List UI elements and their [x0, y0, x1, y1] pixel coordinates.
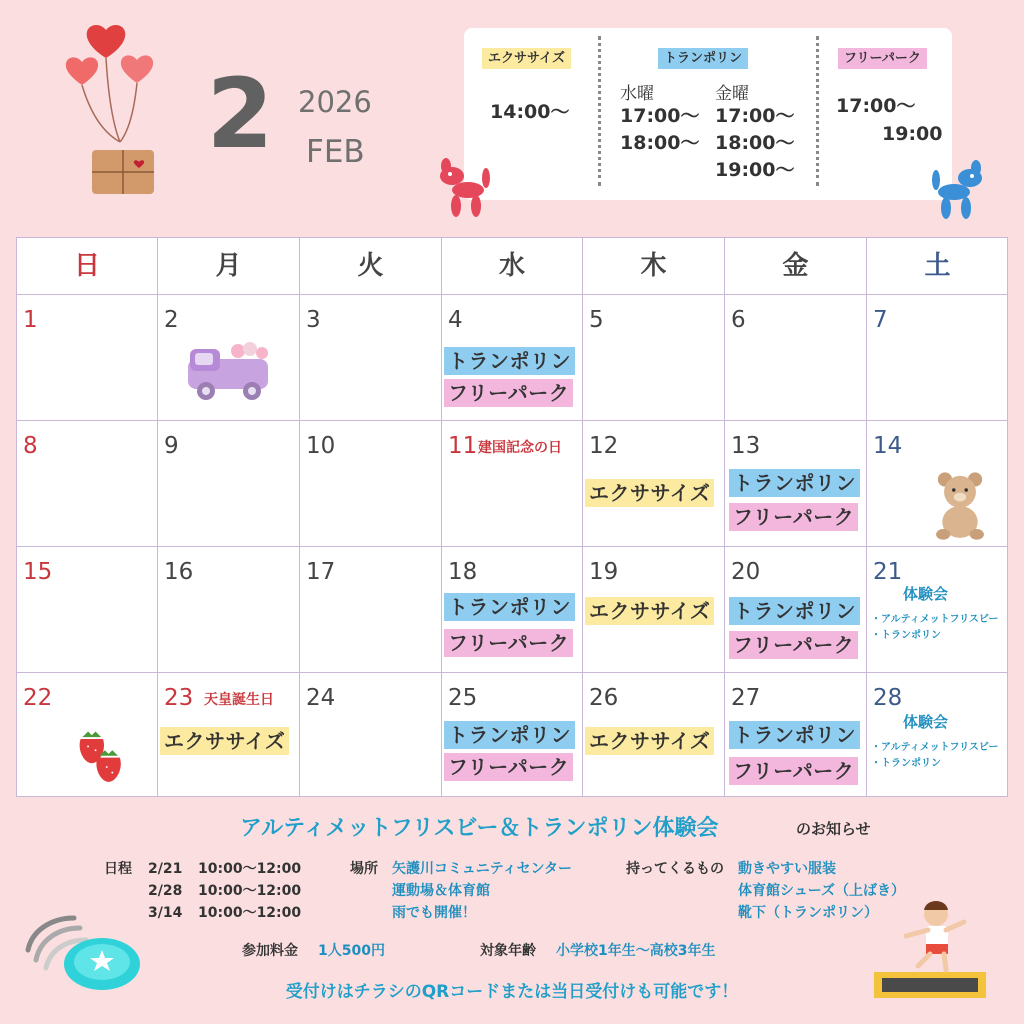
month-number: 2 [206, 58, 274, 170]
calendar-grid [16, 237, 1008, 797]
day-number: 14 [873, 433, 903, 459]
day-cell[interactable] [442, 421, 583, 547]
day-cell[interactable] [442, 547, 583, 673]
day-cell[interactable] [867, 673, 1008, 797]
weekday-monday: 月 [158, 238, 300, 295]
legend-fri-time: 19:00〜 [715, 159, 795, 181]
day-cell[interactable] [300, 295, 442, 421]
day-number: 8 [23, 433, 38, 459]
trial-item: ・アルティメットフリスビー [871, 742, 999, 753]
event-trampoline: トランポリン [729, 721, 860, 749]
event-trampoline: トランポリン [444, 593, 575, 621]
day-cell[interactable] [442, 673, 583, 797]
legend-exercise-time: 14:00〜 [490, 101, 570, 123]
day-number: 25 [448, 685, 478, 711]
event-time: 10:00〜12:00 [198, 905, 302, 921]
day-number: 17 [306, 559, 336, 585]
event-date: 2/28 [148, 883, 183, 899]
day-cell[interactable] [867, 295, 1008, 421]
day-cell[interactable] [158, 673, 300, 797]
truck-icon [180, 337, 280, 407]
event-trampoline: トランポリン [729, 597, 860, 625]
event-freepark: フリーパーク [729, 757, 858, 785]
day-cell[interactable] [725, 547, 867, 673]
year: 2026 [298, 85, 372, 119]
event-exercise: エクササイズ [585, 479, 714, 507]
day-number: 12 [589, 433, 619, 459]
bring-value: 体育館シューズ（上ばき） [738, 883, 906, 899]
weekday-wednesday: 水 [442, 238, 583, 295]
place-value: 運動場＆体育館 [392, 883, 490, 899]
event-date: 2/21 [148, 861, 183, 877]
trial-item: ・トランポリン [871, 630, 941, 641]
trampoline-kid-icon [866, 896, 992, 1006]
event-exercise: エクササイズ [585, 597, 714, 625]
legend-wed-time: 17:00〜 [620, 105, 700, 127]
holiday-label: 建国記念の日 [478, 440, 562, 456]
event-exercise: エクササイズ [585, 727, 714, 755]
notice-title: アルティメットフリスビー＆トランポリン体験会 [240, 816, 719, 841]
day-cell[interactable] [583, 673, 725, 797]
balloon-dog-icon [430, 156, 494, 222]
age-label: 対象年齢 [480, 943, 536, 959]
schedule-legend [464, 28, 952, 200]
day-number: 21 [873, 559, 903, 585]
event-freepark: フリーパーク [444, 629, 573, 657]
day-number: 15 [23, 559, 53, 585]
legend-fri-time: 17:00〜 [715, 105, 795, 127]
event-freepark: フリーパーク [444, 379, 573, 407]
day-cell[interactable] [158, 295, 300, 421]
day-cell[interactable] [867, 421, 1008, 547]
strawberry-icon [75, 721, 131, 785]
heart-balloon-parcel-icon [62, 22, 172, 204]
bring-value: 靴下（トランポリン） [738, 905, 878, 921]
holiday-label: 天皇誕生日 [204, 692, 274, 708]
event-exercise: エクササイズ [160, 727, 289, 755]
weekday-tuesday: 火 [300, 238, 442, 295]
weekday-sunday: 日 [17, 238, 158, 295]
day-cell[interactable] [158, 421, 300, 547]
day-number: 2 [164, 307, 179, 333]
day-number: 9 [164, 433, 179, 459]
trial-item: ・アルティメットフリスビー [871, 614, 999, 625]
legend-freepark-time: 17:00〜 [836, 95, 916, 117]
fee-value: 1人500円 [318, 943, 385, 959]
day-cell[interactable] [725, 421, 867, 547]
day-number: 7 [873, 307, 888, 333]
event-trampoline: トランポリン [444, 721, 575, 749]
trial-title: 体験会 [903, 585, 949, 603]
event-trampoline: トランポリン [444, 347, 575, 375]
weekday-friday: 金 [725, 238, 867, 295]
fee-label: 参加料金 [242, 943, 298, 959]
day-cell[interactable] [867, 547, 1008, 673]
legend-fri-time: 18:00〜 [715, 132, 795, 154]
day-number: 19 [589, 559, 619, 585]
trial-item: ・トランポリン [871, 758, 941, 769]
day-number: 27 [731, 685, 761, 711]
day-number: 5 [589, 307, 604, 333]
day-cell[interactable] [17, 421, 158, 547]
event-date: 3/14 [148, 905, 183, 921]
teddy-bear-icon [929, 469, 991, 543]
legend-trampoline-tag: トランポリン [658, 48, 748, 69]
day-number: 23 [164, 685, 194, 711]
day-number: 20 [731, 559, 761, 585]
weekday-thursday: 木 [583, 238, 725, 295]
place-value: 矢護川コミュニティセンター [392, 861, 573, 877]
day-number: 16 [164, 559, 194, 585]
bring-label: 持ってくるもの [626, 861, 724, 877]
day-cell[interactable] [442, 295, 583, 421]
legend-freepark-time: 19:00 [882, 123, 943, 145]
schedule-label: 日程 [104, 861, 132, 877]
event-time: 10:00〜12:00 [198, 861, 302, 877]
age-value: 小学校1年生〜高校3年生 [556, 943, 716, 959]
legend-exercise-tag: エクササイズ [482, 48, 571, 69]
day-number: 26 [589, 685, 619, 711]
day-number: 6 [731, 307, 746, 333]
footer-note: 受付けはチラシのQRコードまたは当日受付けも可能です！ [285, 982, 739, 1002]
day-cell[interactable] [17, 547, 158, 673]
day-number: 28 [873, 685, 903, 711]
day-cell[interactable] [725, 295, 867, 421]
legend-freepark-tag: フリーパーク [838, 48, 927, 69]
weekday-saturday: 土 [867, 238, 1008, 295]
day-cell[interactable] [300, 421, 442, 547]
day-number: 18 [448, 559, 478, 585]
event-freepark: フリーパーク [729, 503, 858, 531]
day-cell[interactable] [583, 547, 725, 673]
day-number: 10 [306, 433, 336, 459]
notice-title-suffix: のお知らせ [796, 820, 871, 838]
event-time: 10:00〜12:00 [198, 883, 302, 899]
bring-value: 動きやすい服装 [738, 861, 836, 877]
day-cell[interactable] [17, 673, 158, 797]
place-label: 場所 [350, 861, 378, 877]
day-number: 22 [23, 685, 53, 711]
trial-title: 体験会 [903, 713, 949, 731]
legend-wed-label: 水曜 [620, 84, 654, 104]
day-cell[interactable] [583, 295, 725, 421]
frisbee-icon [22, 906, 146, 998]
divider [816, 36, 819, 186]
day-cell[interactable] [725, 673, 867, 797]
event-freepark: フリーパーク [444, 753, 573, 781]
day-cell[interactable] [300, 547, 442, 673]
event-trampoline: トランポリン [729, 469, 860, 497]
legend-fri-label: 金曜 [715, 84, 749, 104]
place-value: 雨でも開催！ [392, 905, 476, 921]
divider [598, 36, 601, 186]
day-number: 13 [731, 433, 761, 459]
legend-wed-time: 18:00〜 [620, 132, 700, 154]
day-cell[interactable] [300, 673, 442, 797]
event-freepark: フリーパーク [729, 631, 858, 659]
day-number: 4 [448, 307, 463, 333]
day-cell[interactable] [17, 295, 158, 421]
day-number: 11 [448, 433, 478, 459]
day-number: 1 [23, 307, 38, 333]
balloon-dog-icon [928, 158, 992, 224]
day-cell[interactable] [158, 547, 300, 673]
day-number: 24 [306, 685, 336, 711]
month-english: FEB [306, 134, 365, 170]
day-cell[interactable] [583, 421, 725, 547]
day-number: 3 [306, 307, 321, 333]
